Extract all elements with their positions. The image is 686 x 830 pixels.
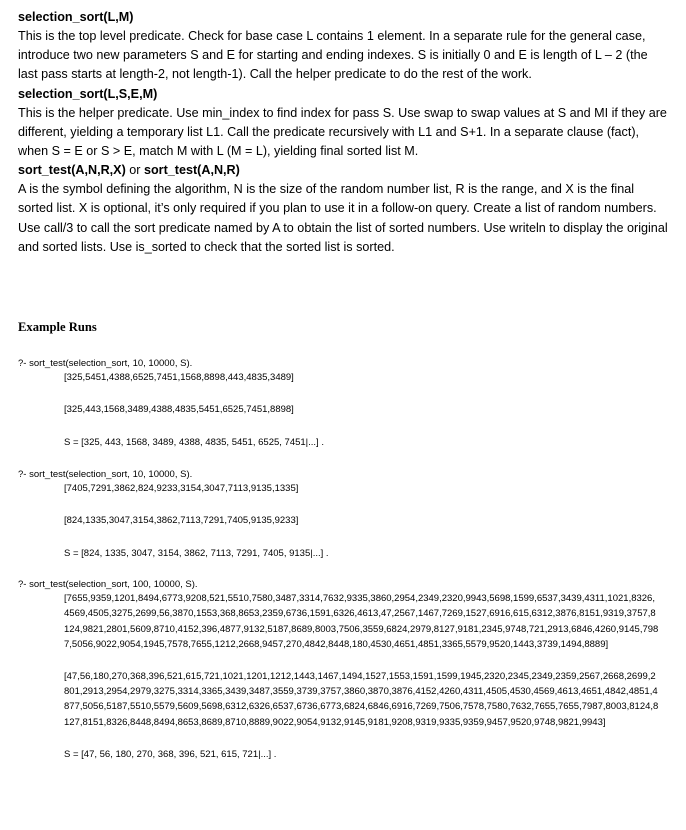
example-run <box>18 468 668 561</box>
query-line: ?- sort_test(selection_sort, 10, 10000, S). <box>18 358 193 369</box>
section-sort-test <box>18 161 668 257</box>
sorted-list: [325,443,1568,3489,4388,4835,5451,6525,7451,8898] <box>64 404 294 416</box>
section-text: This is the top level predicate. Check for base case L contains 1 element. In a separate rule for the general case, introduce two new parameters S and E for starting and ending indexes. S is initially 0 and E is length of L – 2 (the last pass starts at length-2, not length-1). Call the helper predicate to do the rest of the work. <box>18 29 648 82</box>
original-list: [325,5451,4388,6525,7451,1568,8898,443,4835,3489] <box>64 372 294 383</box>
section-heading: selection_sort(L,M) <box>18 10 134 24</box>
result-line: S = [325, 443, 1568, 3489, 4388, 4835, 5451, 6525, 7451|...] . <box>64 436 324 448</box>
heading-part-b: sort_test(A,N,R) <box>143 163 240 178</box>
heading-or: or <box>125 163 144 178</box>
heading-part-a: sort_test(A,N,R,X) <box>18 163 126 178</box>
original-list: [7655,9359,1201,8494,6773,9208,521,5510,7580,3487,3314,7632,9335,3860,2954,2349,2320,9943,5698,1599,6537,3439,4311,1021,8326,4569,4505,3275,2699,56,3870,1553,368,8653,2359,6736,1591,6326,4613,47,2567,1467,7269,1527,6916,615,6312,3876,8151,9319,3757,8124,9821,2801,5609,8710,4152,396,4877,9132,5187,8689,8003,7506,3559,6824,2979,8127,9181,2345,9748,721,2913,6846,4260,9145,7987,5056,9022,9054,1945,7578,7655,1212,2668,9457,270,4842,8448,180,4530,4651,4851,3365,5579,9520,1443,3739,1494,8889] <box>64 593 659 651</box>
query-line: ?- sort_test(selection_sort, 100, 10000, S). <box>18 579 198 590</box>
section-heading <box>18 161 668 180</box>
document-body <box>18 8 668 257</box>
sorted-list: [824,1335,3047,3154,3862,7113,7291,7405,9135,9233] <box>64 515 299 527</box>
section-selection-sort-helper <box>18 85 668 162</box>
section-selection-sort <box>18 8 668 85</box>
original-list: [7405,7291,3862,824,9233,3154,3047,7113,9135,1335] <box>64 483 299 494</box>
section-heading: selection_sort(L,S,E,M) <box>18 86 158 101</box>
result-line: S = [824, 1335, 3047, 3154, 3862, 7113, 7291, 7405, 9135|...] . <box>64 547 329 559</box>
section-text: A is the symbol defining the algorithm, N is the size of the random number list, R is the range, and X is the final sorted list. X is optional, it’s only required if you plan to use it in a follow-on query. Create a list of random numbers. Use call/3 to call the sort predicate named by A to obtain the list of sorted numbers. Use writeln to display the original and sorted lists. Use is_sorted to check that the sorted list is sorted. <box>18 182 668 254</box>
section-text: This is the helper predicate. Use min_index to find index for pass S. Use swap to swap values at S and MI if they are different, yielding a temporary list L1. Call the predicate recursively with L1 and S+1. In a separate clause (fact), when S = E or S > E, match M with L (M = L), yielding final sorted list M. <box>18 105 667 159</box>
example-run <box>18 357 668 450</box>
result-line: S = [47, 56, 180, 270, 368, 396, 521, 615, 721|...] . <box>64 749 277 761</box>
query-line: ?- sort_test(selection_sort, 10, 10000, S). <box>18 469 193 480</box>
sorted-list: [47,56,180,270,368,396,521,615,721,1021,1201,1212,1443,1467,1494,1527,1553,1591,1599,1945,2320,2345,2349,2359,2567,2668,2699,2801,2913,2954,2979,3275,3314,3365,3439,3487,3559,3739,3757,3860,3870,3876,4152,4260,4311,4505,4530,4569,4613,4651,4842,4851,4877,5056,5187,5510,5579,5609,5698,6312,6326,6537,6736,6773,6824,6846,6916,7269,7506,7578,7580,7632,7655,7655,7987,8003,8124,8127,8151,8326,8448,8494,8653,8689,8710,8889,9022,9054,9132,9145,9181,9208,9319,9335,9359,9457,9520,9748,9821,9943] <box>64 670 659 728</box>
example-run <box>18 578 668 763</box>
example-runs-title: Example Runs <box>18 320 97 334</box>
